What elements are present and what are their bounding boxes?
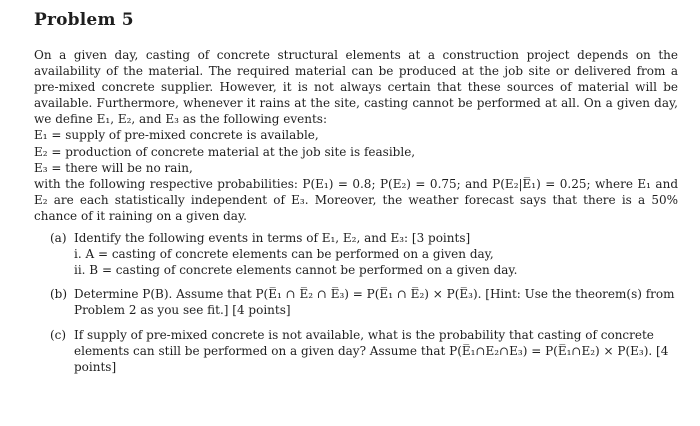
part-label: (a) bbox=[50, 231, 67, 246]
part-b bbox=[50, 286, 678, 318]
intro-paragraph: On a given day, casting of concrete structural elements at a construction project depends on the availability of the material. The required material can be produced at the job site or delivered from a pre-mixed concrete supplier. However, it is not always certain that these sources of material will be available. Furthermore, whenever it rains at the site, casting cannot be performed at all. On a given day, we define E₁, E₂, and E₃ as the following events: bbox=[34, 48, 678, 127]
problem-statement bbox=[34, 47, 678, 224]
event-definition: E₁ = supply of pre-mixed concrete is available, bbox=[34, 128, 319, 143]
sub-item: ii. B = casting of concrete elements cannot be performed on a given day. bbox=[74, 263, 518, 278]
part-a bbox=[50, 230, 678, 278]
part-c bbox=[50, 327, 678, 375]
part-text: Identify the following events in terms of E₁, E₂, and E₃: [3 points] bbox=[74, 231, 471, 246]
probabilities-paragraph: with the following respective probabilities: P(E₁) = 0.8; P(E₂) = 0.75; and P(E₂|E̅₁) = 0.25; where E₁ and E₂ are each statistically independent of E₃. Moreover, the weather forecast says that there is a 50% chance of it raining on a given day. bbox=[34, 176, 678, 223]
problem-title: Problem 5 bbox=[34, 10, 134, 30]
part-label: (b) bbox=[50, 287, 68, 302]
part-text: If supply of pre-mixed concrete is not available, what is the probability that casting of concrete elements can still be performed on a given day? Assume that P(E̅₁∩E₂∩E₃) = P(E̅₁∩E₂) × P(E₃). [4 points] bbox=[74, 327, 669, 374]
problem-parts bbox=[34, 230, 678, 375]
part-label: (c) bbox=[50, 327, 67, 342]
sub-item: i. A = casting of concrete elements can be performed on a given day, bbox=[74, 247, 494, 262]
part-text: Determine P(B). Assume that P(E̅₁ ∩ E̅₂ ∩ E̅₃) = P(E̅₁ ∩ E̅₂) × P(E̅₃). [Hint: Use the theorem(s) from Problem 2 as you see fit.] [4 points] bbox=[74, 287, 675, 318]
event-definition: E₂ = production of concrete material at the job site is feasible, bbox=[34, 144, 416, 159]
event-definition: E₃ = there will be no rain, bbox=[34, 160, 193, 175]
